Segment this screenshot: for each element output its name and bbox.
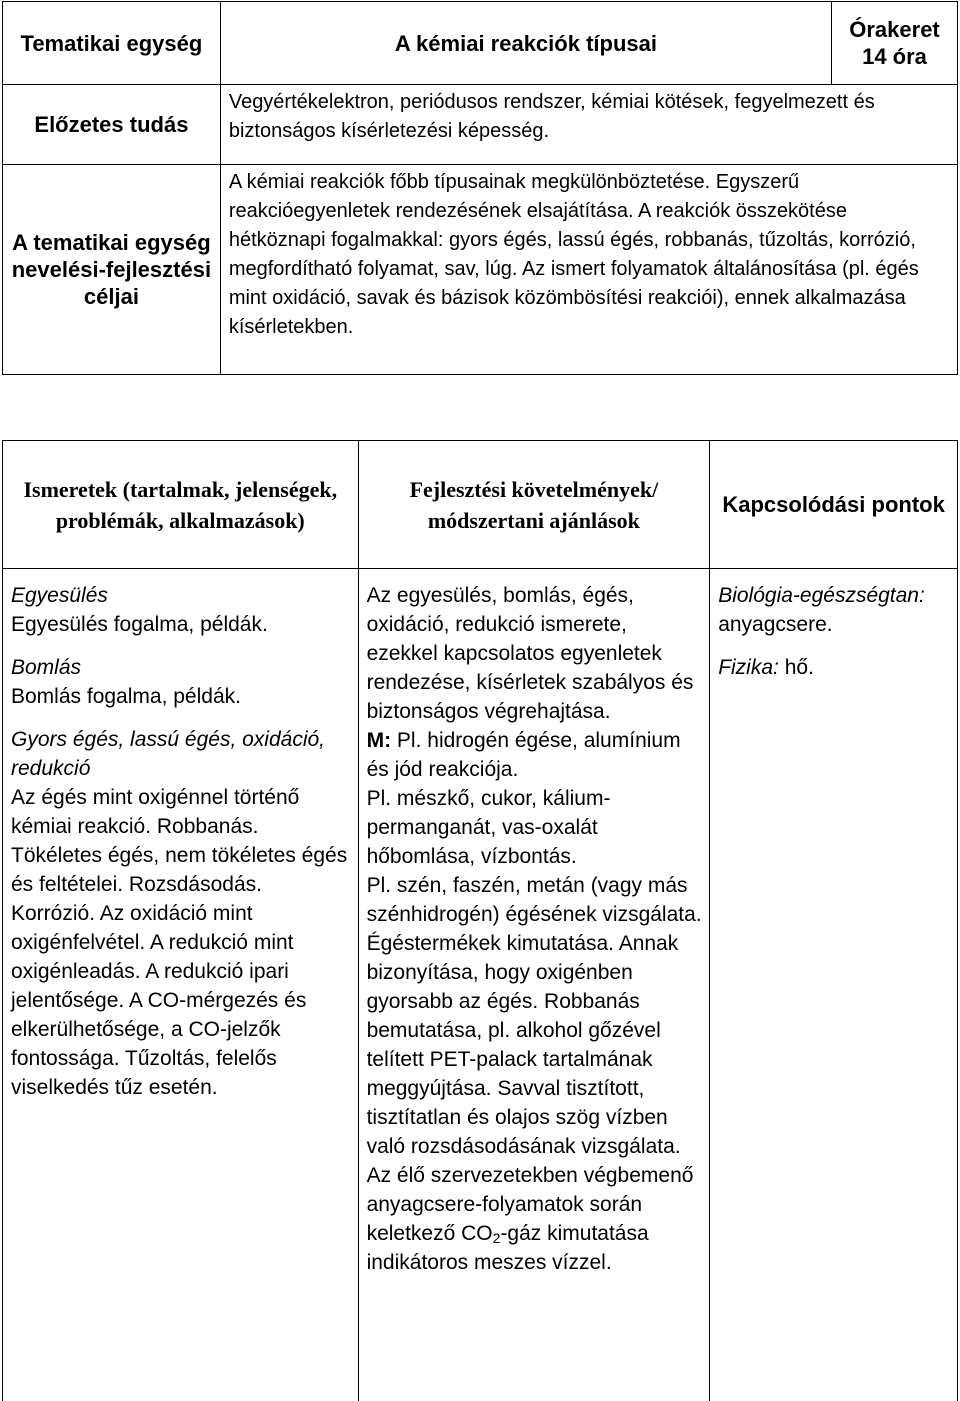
biology-connection bbox=[718, 581, 951, 639]
hours-cell bbox=[832, 2, 958, 85]
column-header-requirements: Fejlesztési követelmények/ módszertani ajánlások bbox=[358, 441, 710, 569]
method-label: M: bbox=[366, 729, 392, 752]
prior-knowledge-text: Vegyértékelektron, periódusos rendszer, kémiai kötések, fegyelmezett és biztonságos kísérletezési képesség. bbox=[220, 85, 957, 165]
unit-title: A kémiai reakciók típusai bbox=[220, 2, 831, 85]
physics-connection bbox=[718, 653, 951, 682]
biology-label: Biológia-egészségtan: bbox=[718, 584, 925, 607]
prior-knowledge-label: Előzetes tudás bbox=[3, 85, 221, 165]
union-text: Egyesülés fogalma, példák. bbox=[11, 613, 268, 636]
co2-detection-text: -gáz kimutatása indikátoros meszes vízzel. bbox=[366, 1222, 649, 1274]
goals-label: A tematikai egység nevelési-fejlesztési céljai bbox=[3, 165, 221, 375]
union-heading: Egyesülés bbox=[11, 584, 108, 607]
connections-cell bbox=[710, 569, 958, 1401]
physics-text: hő. bbox=[784, 656, 814, 679]
burning-heading: Gyors égés, lassú égés, oxidáció, redukció bbox=[11, 728, 325, 780]
knowledge-cell bbox=[3, 569, 359, 1401]
co2-formula: $CO_2$ bbox=[461, 1222, 501, 1246]
column-header-connections: Kapcsolódási pontok bbox=[710, 441, 958, 569]
method-example-2: Pl. mészkő, cukor, kálium-permanganát, vas-oxalát hőbomlása, vízbontás. bbox=[366, 787, 611, 868]
burning-text: Az égés mint oxigénnel történő kémiai reakció. Robbanás. Tökéletes égés, nem tökéletes égés és feltételei. Rozsdásodás. Korrózió. Az oxidáció mint oxigénfelvétel. A redukció mint oxigénleadás. A redukció ipari jelentősége. A CO-mérgezés és elkerülhetősége, a CO-jelzők fontossága. Tűzoltás, felelős viselkedés tűz esetén. bbox=[11, 786, 348, 1099]
biology-text: anyagcsere. bbox=[718, 613, 833, 636]
requirements-intro: Az egyesülés, bomlás, égés, oxidáció, redukció ismerete, ezekkel kapcsolatos egyenletek rendezése, kísérletek szabályos és biztonságos végrehajtása. bbox=[366, 584, 694, 723]
column-header-knowledge: Ismeretek (tartalmak, jelenségek, problémák, alkalmazások) bbox=[3, 441, 359, 569]
method-example-3-text: Pl. szén, faszén, metán (vagy más szénhidrogén) égésének vizsgálata. Égéstermékek kimutatása. Annak bizonyítása, hogy oxigénben gyorsabb az égés. Robbanás bemutatása, pl. alkohol gőzével telített PET-palack tartalmának meggyújtása. Savval tisztított, tisztítatlan és olajos szög vízben való rozsdásodásának vizsgálata. Az élő szervezetekben végbemenő anyagcsere-folyamatok során keletkező bbox=[366, 874, 702, 1245]
decomposition-heading: Bomlás bbox=[11, 656, 82, 679]
hours-value: 14 óra bbox=[862, 44, 927, 69]
goals-text: A kémiai reakciók főbb típusainak megkülönböztetése. Egyszerű reakcióegyenletek rendezésének elsajátítása. A reakciók összekötése hétköznapi fogalmakkal: gyors égés, lassú égés, robbanás, tűzoltás, korrózió, megfordítható folyamat, sav, lúg. Az ismert folyamatok általánosítása (pl. égés mint oxidáció, savak és bázisok közömbösítési reakciói), ennek alkalmazása kísérletekben. bbox=[220, 165, 957, 375]
method-example-1 bbox=[367, 726, 704, 784]
requirements-cell bbox=[358, 569, 710, 1401]
unit-label: Tematikai egység bbox=[3, 2, 221, 85]
method-example-3 bbox=[367, 871, 704, 1277]
hours-label: Órakeret bbox=[849, 17, 940, 42]
unit-header-table bbox=[2, 1, 958, 375]
method-example-1-text: Pl. hidrogén égése, alumínium és jód reakciója. bbox=[366, 729, 681, 781]
content-table bbox=[2, 440, 958, 1401]
decomposition-text: Bomlás fogalma, példák. bbox=[11, 685, 241, 708]
physics-label: Fizika: bbox=[718, 656, 779, 679]
